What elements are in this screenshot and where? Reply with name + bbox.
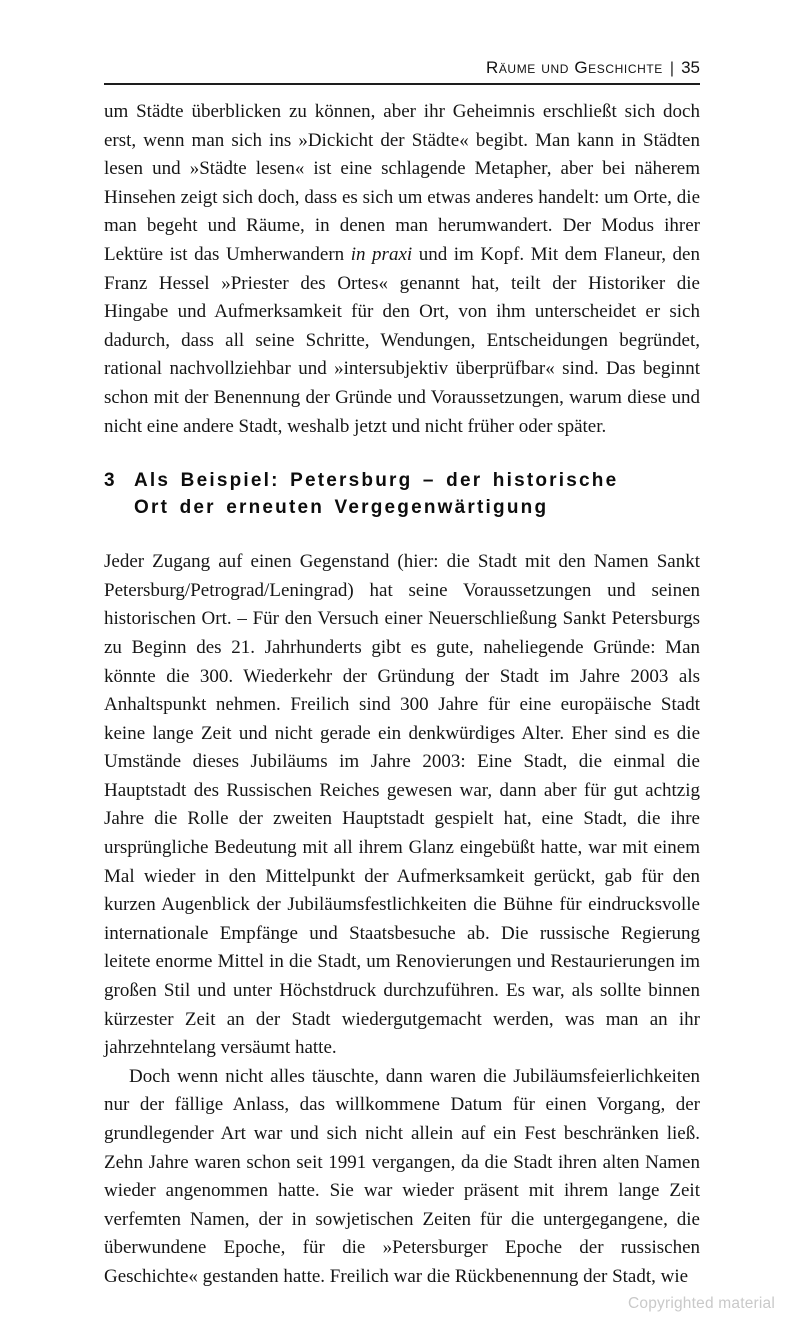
paragraph-3: Doch wenn nicht alles täuschte, dann waren die Jubiläumsfeierlichkeiten nur der fällige Anlass, das willkommene Datum für einen Vorgang, der grundlegender Art war und sich nicht allein auf ein Fest beschränken ließ. Zehn Jahre waren schon seit 1991 vergangen, da die Stadt ihren alten Namen wieder angenommen hatte. Sie war wieder präsent mit ihrem lange Zeit verfemten Namen, der in sowjetischen Zeiten für die untergegangene, die überwundene Epoche, für die »Petersburger Epoche der russischen Geschichte« gestanden hatte. Freilich war die Rückbenennung der Stadt, wie [104,1065,700,1287]
paragraph-2: Jeder Zugang auf einen Gegenstand (hier: die Stadt mit den Namen Sankt Petersburg/Petrograd/Leningrad) hat seine Voraussetzungen und seinen historischen Ort. – Für den Versuch einer Neuerschließung Sankt Petersburgs zu Beginn des 21. Jahrhunderts gibt es gute, naheliegende Gründe: Man könnte die 300. Wiederkehr der Gründung der Stadt im Jahre 2003 als Anhaltspunkt nehmen. Freilich sind 300 Jahre für eine europäische Stadt keine lange Zeit und nicht gerade ein denkwürdiges Alter. Eher sind es die Umstände dieses Jubiläums im Jahre 2003: Eine Stadt, die einmal die Hauptstadt des Russischen Reiches gewesen war, dann aber für gut achtzig Jahre die Rolle der zweiten Hauptstadt gespielt hat, eine Stadt, die ihre ursprüngliche Bedeutung mit all ihrem Glanz eingebüßt hatte, war mit einem Mal wieder in den Mittelpunkt der Aufmerksamkeit gerückt, gab für den kurzen Augenblick der Jubiläumsfestlichkeiten die Bühne für eindrucksvolle internationale Empfänge und Staatsbesuche ab. Die russische Regierung leitete enorme Mittel in die Stadt, um Renovierungen und Restaurierungen im großen Stil und unter Höchstdruck durchzuführen. Es war, als sollte binnen kürzester Zeit an der Stadt wiedergutgemacht werden, was man an ihr jahrzehntelang versäumt hatte. [104,551,700,1059]
section-heading-text [134,467,700,521]
paragraph-1-text-after-italic: und im Kopf. Mit dem Flaneur, den Franz Hessel »Priester des Ortes« genannt hat, teilt der Historiker die Hingabe und Aufmerksamkeit für den Ort, von ihm unterscheidet er sich dadurch, dass all seine Schritte, Wendungen, Entscheidungen begründet, rational nachvollziehbar und »intersubjektiv überprüfbar« sind. Das beginnt schon mit der Benennung der Gründe und Voraussetzungen, warum diese und nicht eine andere Stadt, weshalb jetzt und nicht früher oder später. [104,243,700,437]
paragraph-1-italic-phrase: in praxi [350,243,413,265]
text-column [104,58,700,1292]
section-number: 3 [104,470,117,492]
section-heading [104,467,700,521]
section-heading-line1: Als Beispiel: Petersburg – der historische [134,470,619,492]
running-head: Räume und Geschichte [485,58,663,77]
page-number: 35 [681,58,700,77]
page-header [104,58,700,85]
section-heading-line2: Ort der erneuten Vergegenwärtigung [134,497,549,519]
header-separator: | [669,60,675,77]
copyright-watermark: Copyrighted material [627,1295,775,1312]
paragraph-1-text: um Städte überblicken zu können, aber ihr Geheimnis erschließt sich doch erst, wenn man sich ins »Dickicht der Städte« begibt. Man kann in Städten lesen und »Städte lesen« ist eine schlagende Metapher, aber bei näherem Hinsehen zeigt sich doch, dass es sich um etwas anderes handelt: um Orte, die man begeht und Räume, in denen man herumwandert. Der Modus ihrer Lektüre ist das Umherwandern [104,101,700,265]
paragraph-continuation [104,98,700,441]
